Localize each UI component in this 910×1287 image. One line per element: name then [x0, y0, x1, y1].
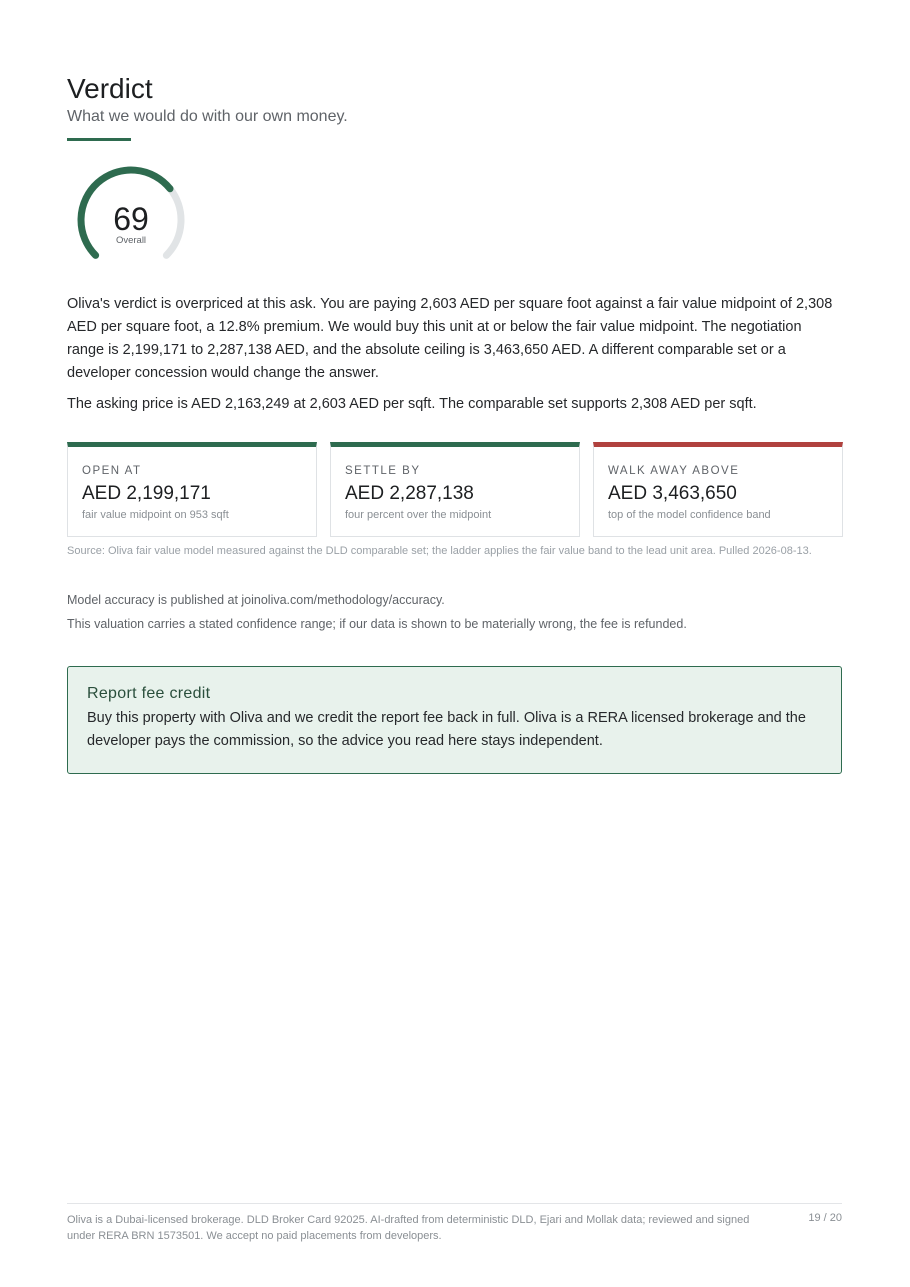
asking-price-summary: The asking price is AED 2,163,249 at 2,603 AED per sqft. The comparable set supports 2,308 AED per sqft.	[67, 396, 757, 412]
report-page	[67, 0, 842, 1287]
accuracy-note: Model accuracy is published at joinoliva.com/methodology/accuracy.	[67, 593, 445, 607]
card-settle-by	[330, 442, 580, 537]
score-label: Overall	[115, 235, 147, 246]
callout-title: Report fee credit	[87, 685, 211, 702]
callout-body: Buy this property with Oliva and we credit the report fee back in full. Oliva is a RERA licensed brokerage and the developer pays the commission, so the advice you read here stays independent.	[87, 710, 806, 749]
gauge-track	[166, 189, 181, 256]
card-note: four percent over the midpoint	[345, 509, 492, 521]
card-note: fair value midpoint on 953 sqft	[82, 509, 229, 521]
card-amount: AED 3,463,650	[608, 483, 737, 504]
page-subtitle: What we would do with our own money.	[67, 108, 348, 125]
card-open-at	[67, 442, 317, 537]
footer-disclaimer: Oliva is a Dubai-licensed brokerage. DLD Broker Card 92025. AI-drafted from deterministic DLD, Ejari and Mollak data; reviewed and signed under RERA BRN 1573501. We accept no paid placements from developers.	[67, 1214, 750, 1242]
verdict-paragraph: Oliva's verdict is overpriced at this ask. You are paying 2,603 AED per square foot against a fair value midpoint of 2,308 AED per square foot, a 12.8% premium. We would buy this unit at or below the fair value midpoint. The negotiation range is 2,199,171 to 2,287,138 AED, and the absolute ceiling is 3,463,650 AED. A different comparable set or a developer concession would change the answer.	[67, 296, 833, 381]
card-amount: AED 2,199,171	[82, 483, 211, 504]
footer-divider	[67, 1203, 842, 1204]
source-note: Source: Oliva fair value model measured against the DLD comparable set; the ladder applies the fair value band to the lead unit area. Pulled 2026-08-13.	[67, 545, 812, 557]
score-value: 69	[113, 201, 149, 237]
fee-credit-callout	[67, 666, 842, 774]
card-label: SETTLE BY	[345, 465, 421, 477]
card-label: WALK AWAY ABOVE	[608, 465, 740, 477]
negotiation-ladder	[67, 442, 842, 537]
page-number: 19 / 20	[808, 1212, 842, 1224]
refund-note: This valuation carries a stated confidence range; if our data is shown to be materially wrong, the fee is refunded.	[67, 617, 687, 631]
card-amount: AED 2,287,138	[345, 483, 474, 504]
card-label: OPEN AT	[82, 465, 142, 477]
card-note: top of the model confidence band	[608, 509, 771, 521]
card-walk-away	[593, 442, 843, 537]
page-title: Verdict	[67, 73, 153, 104]
title-underline	[67, 138, 131, 141]
overall-score-gauge	[67, 160, 195, 270]
